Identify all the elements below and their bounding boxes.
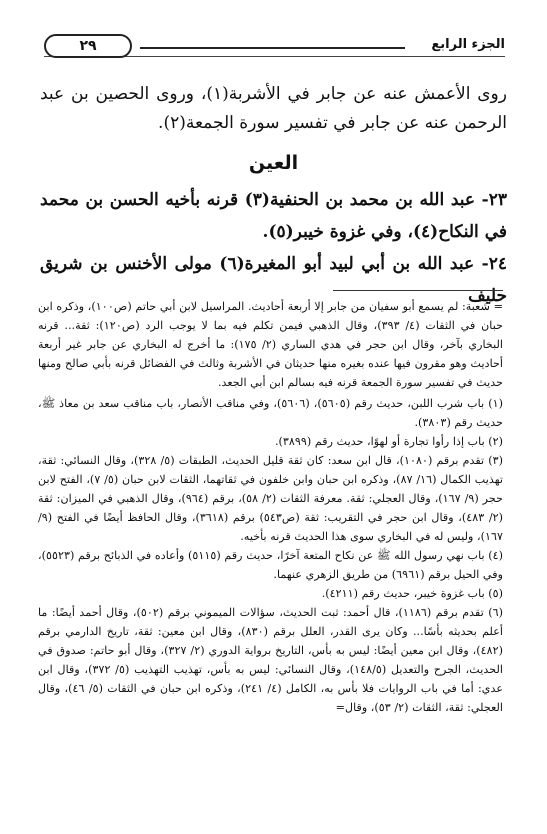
footnote-3: (٣) تقدم برقم (١٠٨٠)، قال ابن سعد: كان ثقة قليل الحديث، الطبقات (٥/ ٣٢٨)، وقال النسائي: ثقة، تهذيب الكمال (١٦/ ٨٧)، وذكره ابن حبان وابن خلفون في ثقاتهما، الثقات لابن حبان (٥/ ٧)، الفتح لابن حجر (٩/ ١٦٧)، وقال العجلي: ثقة. معرفة الثقات (٢/ ٥٨)، برقم (٩٦٤)، وقال الذهبي في الميزان: ثقة (٢/ ٤٨٣)، وقال ابن حجر في التقريب: ثقة (ص٥٤٣) برقم (٣٦١٨)، وقال الحافظ أيضًا في الفتح (٩/ ١٦٧)، وليس له في البخاري سوى هذا الحديث قرنه بأخيه. — [38, 454, 504, 543]
footnote-4: (٤) باب نهي رسول الله ﷺ عن نكاح المتعة آخرًا، حديث رقم (٥١١٥) وأعاده في الذبائح برقم (٥٥٢٣)، وفي الحيل برقم (٦٩٦١) من طريق الزهري عنهما. — [38, 549, 503, 581]
footnote-2: (٢) باب إذا رأوا تجارة أو لهوًا، حديث رقم (٣٨٩٩). — [274, 435, 503, 448]
main-text — [40, 80, 507, 312]
footnote-1: (١) باب شرب اللبن، حديث رقم (٥٦٠٥)، (٥٦٠٦)، وفي مناقب الأنصار، باب مناقب سعد بن معاذ ﷺ، حديث رقم (٣٨٠٣). — [38, 397, 503, 429]
running-header — [44, 36, 505, 58]
header-line — [140, 47, 405, 49]
page-number: ٢٩ — [44, 34, 132, 58]
footnote-continuation: = شعبة: لم يسمع أبو سفيان من جابر إلا أربعة أحاديث. المراسيل لابن أبي حاتم (ص١٠٠)، وذكره ابن حبان في الثقات (٤/ ٣٩٣)، وقال الذهبي فيمن تكلم فيه بما لا يوجب الرد (ص١٢٠): ثقة... قرنه البخاري بآخر، وقال ابن حجر في هدي الساري (٢/ ١٧٥): ما أخرج له البخاري عن جابر غير أربعة أحاديث وهو مقرون فيها عنده بغيره منها حديثان في الأشربة وثالث في الفضائل قرنه بأبي صالح ومنها حديث في تفسير سورة الجمعة قرنه فيه بسالم ابن أبي الجعد. — [38, 300, 504, 389]
footnote-5: (٥) باب غزوة خيبر، حديث رقم (٤٢١١). — [321, 587, 503, 600]
footnotes — [38, 290, 503, 717]
paragraph: روى الأعمش عنه عن جابر في الأشربة(١)، وروى الحصين بن عبد الرحمن عنه عن جابر في تفسير سورة الجمعة(٢). — [40, 84, 507, 133]
entry-24: ٢٤- عبد الله بن أبي لبيد أبو المغيرة(٦) مولى الأخنس بن شريق حليف — [40, 254, 507, 306]
footnote-6: (٦) تقدم برقم (١١٨٦)، قال أحمد: ثبت الحديث، سؤالات الميموني برقم (٥٠٢)، وقال أحمد أيضًا: ما أعلم بحديثه بأسًا... وكان يرى القدر، العلل برقم (٨٣٠)، وقال ابن معين: ثقة، تاريخ الدارمي برقم (٤٨٢)، وقال ابن معين أيضًا: ليس به بأس، التاريخ برواية الدوري (٢/ ٣٢٧)، وقال أبو حاتم: صدوق في الحديث، الجرح والتعديل (١٤٨/٥)، وقال النسائي: ليس به بأس، تهذيب التهذيب (٥/ ٣٧٢)، وقال ابن عدي: أما في باب الروايات فلا بأس به، الكامل (٤/ ٢٤١)، وذكره ابن حبان في الثقات (٥/ ٤٦)، وقال العجلي: ثقة، الثقات (٢/ ٥٣)، وقال= — [38, 606, 504, 714]
section-title: العين — [248, 152, 299, 174]
entry-23: ٢٣- عبد الله بن محمد بن الحنفية(٣) قرنه بأخيه الحسن بن محمد في النكاح(٤)، وفي غزوة خيبر(٥). — [40, 190, 507, 242]
book-part-label: الجزء الرابع — [431, 37, 505, 52]
footnote-rule — [333, 290, 503, 291]
